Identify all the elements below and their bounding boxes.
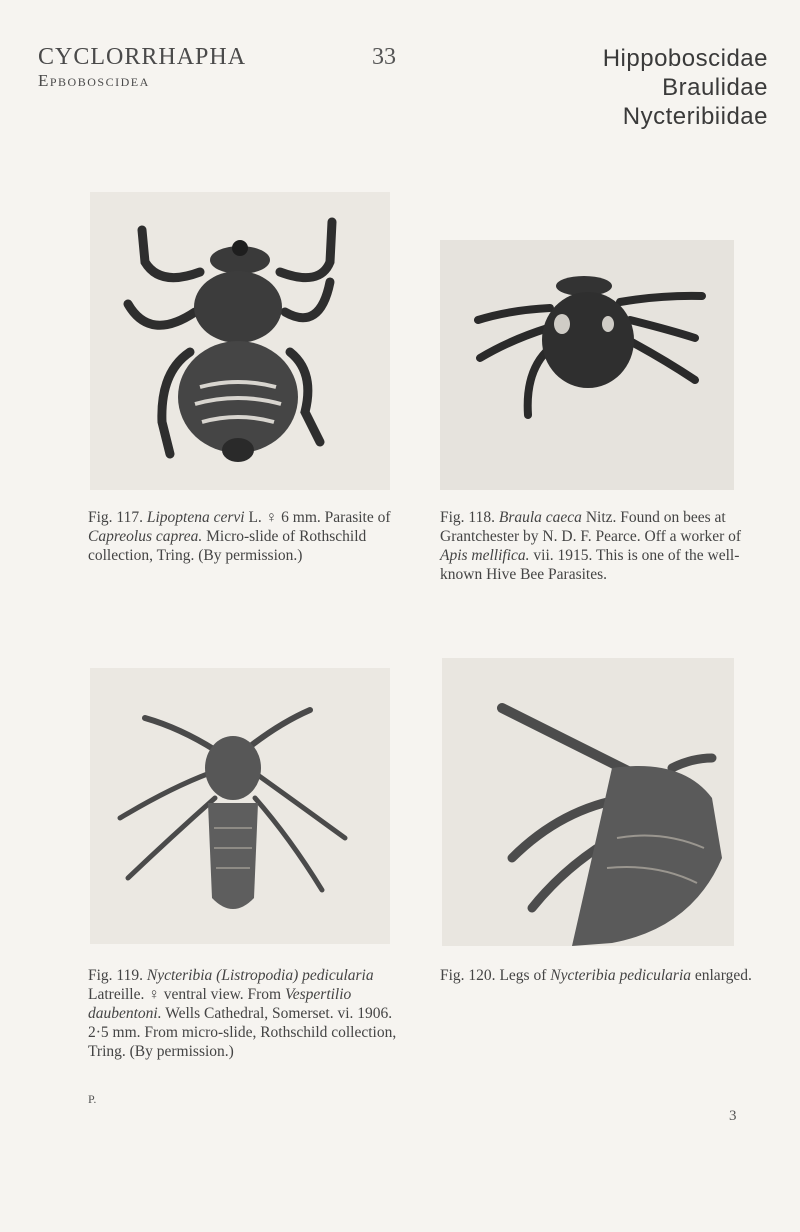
running-head-families (603, 44, 768, 131)
running-head-suborder: Epboboscidea (38, 71, 150, 90)
nycteribia-legs-illustration (442, 658, 734, 946)
caption-117-species: Lipoptena cervi (146, 509, 245, 526)
caption-120-fig: Fig. 120. (440, 967, 496, 984)
caption-figure-120 (440, 966, 780, 985)
caption-119-host: Vespertilio daubentoni. (88, 986, 352, 1022)
family-braulidae: Braulidae (662, 74, 768, 101)
caption-118-fig: Fig. 118. (440, 509, 495, 526)
figure-117-photo (90, 192, 390, 490)
figure-119-photo (90, 668, 390, 944)
signature-mark: P. (88, 1092, 97, 1106)
caption-120-text-a: Legs of (495, 967, 551, 984)
caption-figure-117 (88, 508, 406, 565)
caption-119-text-a: Latreille. ♀ ventral view. From (88, 986, 285, 1003)
caption-118-text-a: Nitz. Found on bees at Grantchester by N. D. F. Pearce. Off a worker of (440, 509, 742, 545)
signature-number: 3 (729, 1108, 737, 1124)
nycteribia-ventral-illustration (90, 668, 390, 944)
caption-117-fig: Fig. 117. (88, 509, 143, 526)
caption-figure-118 (440, 508, 768, 584)
family-nycteribiidae: Nycteribiidae (622, 103, 768, 130)
figure-118-photo (440, 240, 734, 490)
running-head-left (38, 44, 246, 92)
caption-118-text-b: vii. 1915. This is one of the well-known Hive Bee Parasites. (440, 547, 740, 583)
caption-figure-119 (88, 966, 406, 1061)
caption-117-text-a: L. ♀ 6 mm. Parasite of (244, 509, 391, 526)
running-head-order: CYCLORRHAPHA (38, 44, 247, 70)
caption-120-host: Nycteribia pedicularia (550, 967, 691, 984)
caption-118-species: Braula caeca (498, 509, 582, 526)
caption-118-host: Apis mellifica. (440, 547, 530, 564)
figure-120-photo (442, 658, 734, 946)
caption-117-text-b: Micro-slide of Rothschild collection, Tring. (By permission.) (88, 528, 367, 564)
caption-119-fig: Fig. 119. (88, 967, 143, 984)
caption-117-host: Capreolus caprea. (88, 528, 203, 545)
page-number: 33 (372, 44, 396, 70)
braula-caeca-illustration (440, 240, 734, 490)
caption-119-species: Nycteribia (Listropodia) pedicularia (146, 967, 374, 984)
caption-120-text-b: enlarged. (691, 967, 752, 984)
caption-119-text-b: Wells Cathedral, Somerset. vi. 1906. 2·5 mm. From micro-slide, Rothschild collection, Tring. (By permission.) (88, 1005, 397, 1060)
lipoptena-cervi-illustration (90, 192, 390, 490)
family-hippoboscidae: Hippoboscidae (602, 45, 768, 72)
